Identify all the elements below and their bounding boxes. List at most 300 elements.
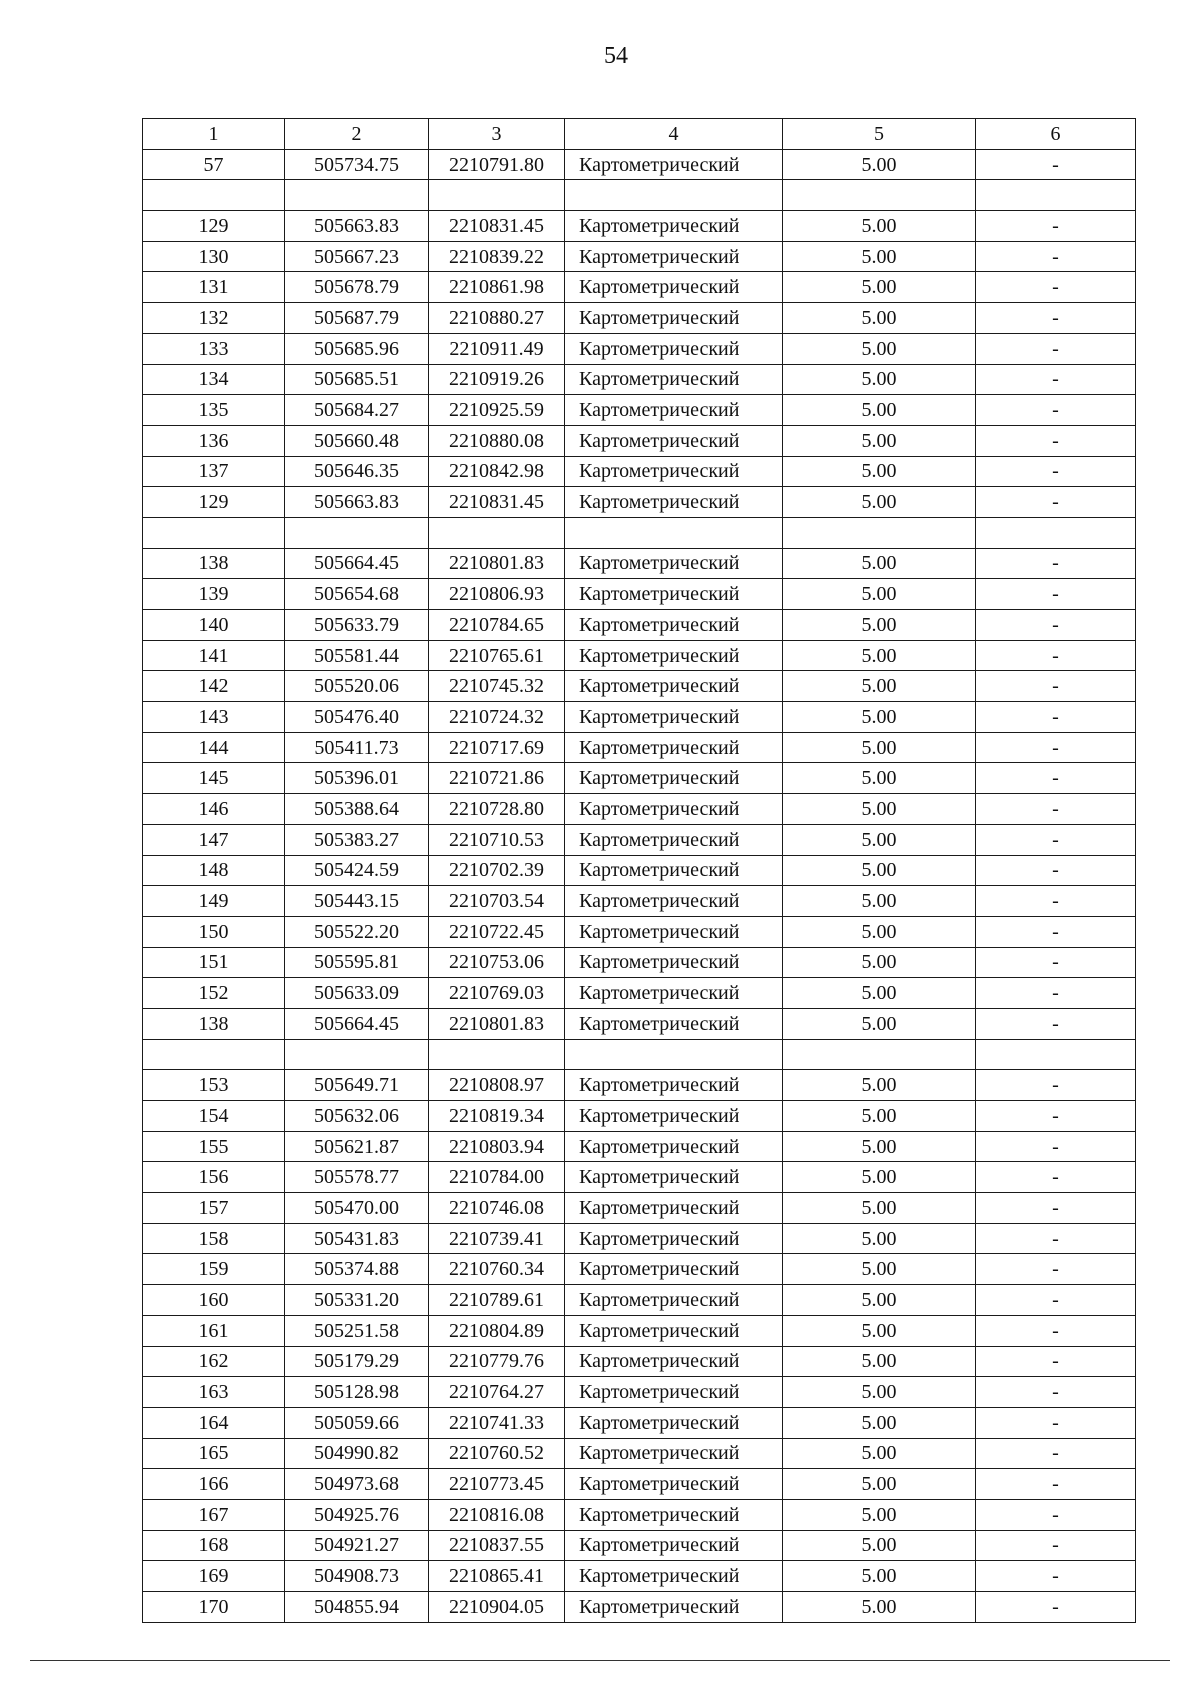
description-cell: -: [976, 763, 1136, 794]
table-body: [143, 149, 1136, 1622]
table-row: [143, 1407, 1136, 1438]
table-row: [143, 1377, 1136, 1408]
point-number-cell: 166: [143, 1469, 285, 1500]
x-coordinate-cell: 504921.27: [285, 1530, 429, 1561]
point-number-cell: 132: [143, 303, 285, 334]
table-row: [143, 978, 1136, 1009]
point-number-cell: 143: [143, 702, 285, 733]
accuracy-cell: 5.00: [783, 1315, 976, 1346]
y-coordinate-cell: 2210803.94: [429, 1131, 565, 1162]
table-row: [143, 1101, 1136, 1132]
description-cell: -: [976, 425, 1136, 456]
x-coordinate-cell: 505595.81: [285, 947, 429, 978]
column-header: 2: [285, 119, 429, 150]
table-row: [143, 1070, 1136, 1101]
accuracy-cell: 5.00: [783, 364, 976, 395]
method-cell: Картометрический: [565, 241, 783, 272]
table-row: [143, 763, 1136, 794]
description-cell: -: [976, 241, 1136, 272]
y-coordinate-cell: 2210710.53: [429, 824, 565, 855]
point-number-cell: 169: [143, 1561, 285, 1592]
point-number-cell: 148: [143, 855, 285, 886]
description-cell: [976, 517, 1136, 548]
accuracy-cell: 5.00: [783, 303, 976, 334]
point-number-cell: 152: [143, 978, 285, 1009]
table-header: [143, 119, 1136, 150]
description-cell: -: [976, 579, 1136, 610]
x-coordinate-cell: 505654.68: [285, 579, 429, 610]
point-number-cell: 57: [143, 149, 285, 180]
x-coordinate-cell: 505383.27: [285, 824, 429, 855]
accuracy-cell: 5.00: [783, 395, 976, 426]
method-cell: Картометрический: [565, 1193, 783, 1224]
x-coordinate-cell: 505059.66: [285, 1407, 429, 1438]
y-coordinate-cell: 2210764.27: [429, 1377, 565, 1408]
method-cell: Картометрический: [565, 364, 783, 395]
method-cell: Картометрический: [565, 1592, 783, 1623]
y-coordinate-cell: 2210745.32: [429, 671, 565, 702]
method-cell: Картометрический: [565, 794, 783, 825]
description-cell: -: [976, 1223, 1136, 1254]
table-row: [143, 1223, 1136, 1254]
x-coordinate-cell: 505424.59: [285, 855, 429, 886]
accuracy-cell: 5.00: [783, 548, 976, 579]
table-row: [143, 671, 1136, 702]
x-coordinate-cell: 505649.71: [285, 1070, 429, 1101]
y-coordinate-cell: 2210717.69: [429, 732, 565, 763]
point-number-cell: 147: [143, 824, 285, 855]
x-coordinate-cell: 505663.83: [285, 487, 429, 518]
y-coordinate-cell: 2210839.22: [429, 241, 565, 272]
column-header: 3: [429, 119, 565, 150]
table-row: [143, 1469, 1136, 1500]
accuracy-cell: [783, 517, 976, 548]
point-number-cell: 165: [143, 1438, 285, 1469]
point-number-cell: [143, 180, 285, 211]
y-coordinate-cell: 2210806.93: [429, 579, 565, 610]
method-cell: Картометрический: [565, 640, 783, 671]
method-cell: [565, 1039, 783, 1070]
table-row: [143, 1592, 1136, 1623]
accuracy-cell: 5.00: [783, 579, 976, 610]
description-cell: -: [976, 1530, 1136, 1561]
x-coordinate-cell: 505687.79: [285, 303, 429, 334]
table-row: [143, 1193, 1136, 1224]
method-cell: Картометрический: [565, 333, 783, 364]
column-header: 1: [143, 119, 285, 150]
point-number-cell: 138: [143, 548, 285, 579]
accuracy-cell: 5.00: [783, 1162, 976, 1193]
accuracy-cell: 5.00: [783, 1561, 976, 1592]
point-number-cell: 136: [143, 425, 285, 456]
x-coordinate-cell: 505660.48: [285, 425, 429, 456]
x-coordinate-cell: [285, 517, 429, 548]
x-coordinate-cell: 505664.45: [285, 1008, 429, 1039]
table-row: [143, 1438, 1136, 1469]
separator-row: [143, 517, 1136, 548]
description-cell: -: [976, 1592, 1136, 1623]
x-coordinate-cell: 505684.27: [285, 395, 429, 426]
description-cell: -: [976, 855, 1136, 886]
accuracy-cell: [783, 1039, 976, 1070]
table-row: [143, 1561, 1136, 1592]
method-cell: Картометрический: [565, 1377, 783, 1408]
method-cell: Картометрический: [565, 1070, 783, 1101]
y-coordinate-cell: 2210741.33: [429, 1407, 565, 1438]
point-number-cell: 155: [143, 1131, 285, 1162]
table-row: [143, 916, 1136, 947]
method-cell: Картометрический: [565, 149, 783, 180]
point-number-cell: 145: [143, 763, 285, 794]
y-coordinate-cell: 2210769.03: [429, 978, 565, 1009]
x-coordinate-cell: 505179.29: [285, 1346, 429, 1377]
accuracy-cell: 5.00: [783, 640, 976, 671]
table-row: [143, 395, 1136, 426]
accuracy-cell: 5.00: [783, 1438, 976, 1469]
point-number-cell: 163: [143, 1377, 285, 1408]
point-number-cell: [143, 1039, 285, 1070]
table-row: [143, 947, 1136, 978]
x-coordinate-cell: 505633.09: [285, 978, 429, 1009]
method-cell: Картометрический: [565, 425, 783, 456]
accuracy-cell: 5.00: [783, 763, 976, 794]
method-cell: Картометрический: [565, 671, 783, 702]
method-cell: Картометрический: [565, 456, 783, 487]
table-row: [143, 1131, 1136, 1162]
x-coordinate-cell: 505520.06: [285, 671, 429, 702]
method-cell: Картометрический: [565, 916, 783, 947]
x-coordinate-cell: 505664.45: [285, 548, 429, 579]
description-cell: -: [976, 1499, 1136, 1530]
point-number-cell: 140: [143, 610, 285, 641]
point-number-cell: 146: [143, 794, 285, 825]
table-row: [143, 886, 1136, 917]
description-cell: -: [976, 1008, 1136, 1039]
method-cell: Картометрический: [565, 702, 783, 733]
x-coordinate-cell: 505251.58: [285, 1315, 429, 1346]
method-cell: Картометрический: [565, 1346, 783, 1377]
table-row: [143, 364, 1136, 395]
method-cell: Картометрический: [565, 610, 783, 641]
method-cell: [565, 517, 783, 548]
x-coordinate-cell: 504855.94: [285, 1592, 429, 1623]
x-coordinate-cell: 505734.75: [285, 149, 429, 180]
accuracy-cell: 5.00: [783, 487, 976, 518]
column-header: 4: [565, 119, 783, 150]
accuracy-cell: 5.00: [783, 916, 976, 947]
point-number-cell: [143, 517, 285, 548]
y-coordinate-cell: 2210722.45: [429, 916, 565, 947]
y-coordinate-cell: 2210919.26: [429, 364, 565, 395]
method-cell: Картометрический: [565, 272, 783, 303]
accuracy-cell: 5.00: [783, 1008, 976, 1039]
table-row: [143, 579, 1136, 610]
x-coordinate-cell: 504925.76: [285, 1499, 429, 1530]
footer-divider: [30, 1660, 1170, 1661]
description-cell: -: [976, 794, 1136, 825]
description-cell: -: [976, 149, 1136, 180]
description-cell: -: [976, 303, 1136, 334]
method-cell: Картометрический: [565, 1561, 783, 1592]
description-cell: -: [976, 732, 1136, 763]
point-number-cell: 129: [143, 487, 285, 518]
point-number-cell: 170: [143, 1592, 285, 1623]
x-coordinate-cell: 505633.79: [285, 610, 429, 641]
x-coordinate-cell: 505685.51: [285, 364, 429, 395]
table-row: [143, 855, 1136, 886]
coordinates-table: [142, 118, 1136, 1623]
y-coordinate-cell: 2210819.34: [429, 1101, 565, 1132]
y-coordinate-cell: 2210801.83: [429, 1008, 565, 1039]
description-cell: [976, 1039, 1136, 1070]
y-coordinate-cell: 2210911.49: [429, 333, 565, 364]
x-coordinate-cell: 504973.68: [285, 1469, 429, 1500]
x-coordinate-cell: 505522.20: [285, 916, 429, 947]
x-coordinate-cell: 504908.73: [285, 1561, 429, 1592]
accuracy-cell: 5.00: [783, 241, 976, 272]
accuracy-cell: 5.00: [783, 1223, 976, 1254]
point-number-cell: 158: [143, 1223, 285, 1254]
y-coordinate-cell: 2210753.06: [429, 947, 565, 978]
x-coordinate-cell: 505128.98: [285, 1377, 429, 1408]
accuracy-cell: 5.00: [783, 1592, 976, 1623]
point-number-cell: 157: [143, 1193, 285, 1224]
method-cell: Картометрический: [565, 1131, 783, 1162]
description-cell: -: [976, 1101, 1136, 1132]
table-row: [143, 333, 1136, 364]
table-row: [143, 456, 1136, 487]
accuracy-cell: 5.00: [783, 794, 976, 825]
method-cell: Картометрический: [565, 1223, 783, 1254]
description-cell: -: [976, 1193, 1136, 1224]
method-cell: Картометрический: [565, 1407, 783, 1438]
table-row: [143, 272, 1136, 303]
method-cell: Картометрический: [565, 978, 783, 1009]
point-number-cell: 144: [143, 732, 285, 763]
table-row: [143, 824, 1136, 855]
description-cell: -: [976, 1131, 1136, 1162]
point-number-cell: 134: [143, 364, 285, 395]
method-cell: Картометрический: [565, 395, 783, 426]
point-number-cell: 162: [143, 1346, 285, 1377]
table-row: [143, 487, 1136, 518]
x-coordinate-cell: 505470.00: [285, 1193, 429, 1224]
y-coordinate-cell: 2210861.98: [429, 272, 565, 303]
accuracy-cell: 5.00: [783, 211, 976, 242]
separator-row: [143, 1039, 1136, 1070]
method-cell: Картометрический: [565, 1254, 783, 1285]
y-coordinate-cell: 2210784.65: [429, 610, 565, 641]
y-coordinate-cell: 2210760.34: [429, 1254, 565, 1285]
point-number-cell: 131: [143, 272, 285, 303]
x-coordinate-cell: 505581.44: [285, 640, 429, 671]
description-cell: -: [976, 610, 1136, 641]
column-header: 6: [976, 119, 1136, 150]
method-cell: Картометрический: [565, 1530, 783, 1561]
y-coordinate-cell: 2210728.80: [429, 794, 565, 825]
table-row: [143, 1162, 1136, 1193]
description-cell: -: [976, 487, 1136, 518]
x-coordinate-cell: 505431.83: [285, 1223, 429, 1254]
description-cell: -: [976, 395, 1136, 426]
y-coordinate-cell: 2210831.45: [429, 487, 565, 518]
point-number-cell: 156: [143, 1162, 285, 1193]
x-coordinate-cell: 504990.82: [285, 1438, 429, 1469]
description-cell: -: [976, 456, 1136, 487]
method-cell: Картометрический: [565, 1162, 783, 1193]
description-cell: -: [976, 1438, 1136, 1469]
description-cell: -: [976, 1407, 1136, 1438]
y-coordinate-cell: 2210702.39: [429, 855, 565, 886]
x-coordinate-cell: 505443.15: [285, 886, 429, 917]
point-number-cell: 141: [143, 640, 285, 671]
table-row: [143, 794, 1136, 825]
point-number-cell: 159: [143, 1254, 285, 1285]
description-cell: [976, 180, 1136, 211]
point-number-cell: 137: [143, 456, 285, 487]
x-coordinate-cell: 505632.06: [285, 1101, 429, 1132]
table-row: [143, 149, 1136, 180]
point-number-cell: 168: [143, 1530, 285, 1561]
accuracy-cell: 5.00: [783, 1254, 976, 1285]
accuracy-cell: 5.00: [783, 824, 976, 855]
header-row: [143, 119, 1136, 150]
accuracy-cell: 5.00: [783, 333, 976, 364]
table-row: [143, 610, 1136, 641]
accuracy-cell: 5.00: [783, 886, 976, 917]
y-coordinate-cell: 2210746.08: [429, 1193, 565, 1224]
accuracy-cell: 5.00: [783, 1469, 976, 1500]
y-coordinate-cell: [429, 180, 565, 211]
y-coordinate-cell: [429, 1039, 565, 1070]
x-coordinate-cell: 505578.77: [285, 1162, 429, 1193]
table-row: [143, 303, 1136, 334]
x-coordinate-cell: 505663.83: [285, 211, 429, 242]
y-coordinate-cell: 2210837.55: [429, 1530, 565, 1561]
description-cell: -: [976, 1315, 1136, 1346]
accuracy-cell: 5.00: [783, 1193, 976, 1224]
description-cell: -: [976, 824, 1136, 855]
description-cell: -: [976, 548, 1136, 579]
table-row: [143, 1315, 1136, 1346]
point-number-cell: 135: [143, 395, 285, 426]
description-cell: -: [976, 671, 1136, 702]
point-number-cell: 151: [143, 947, 285, 978]
accuracy-cell: 5.00: [783, 1070, 976, 1101]
x-coordinate-cell: 505331.20: [285, 1285, 429, 1316]
accuracy-cell: 5.00: [783, 947, 976, 978]
accuracy-cell: 5.00: [783, 610, 976, 641]
accuracy-cell: 5.00: [783, 1131, 976, 1162]
method-cell: Картометрический: [565, 855, 783, 886]
y-coordinate-cell: 2210925.59: [429, 395, 565, 426]
description-cell: -: [976, 1285, 1136, 1316]
description-cell: -: [976, 1346, 1136, 1377]
method-cell: Картометрический: [565, 886, 783, 917]
accuracy-cell: 5.00: [783, 1499, 976, 1530]
method-cell: Картометрический: [565, 1438, 783, 1469]
description-cell: -: [976, 1162, 1136, 1193]
table-row: [143, 1530, 1136, 1561]
table-row: [143, 702, 1136, 733]
table-row: [143, 1346, 1136, 1377]
method-cell: Картометрический: [565, 763, 783, 794]
x-coordinate-cell: 505388.64: [285, 794, 429, 825]
y-coordinate-cell: 2210801.83: [429, 548, 565, 579]
x-coordinate-cell: 505685.96: [285, 333, 429, 364]
y-coordinate-cell: [429, 517, 565, 548]
description-cell: -: [976, 640, 1136, 671]
description-cell: -: [976, 886, 1136, 917]
accuracy-cell: 5.00: [783, 1101, 976, 1132]
point-number-cell: 149: [143, 886, 285, 917]
table-row: [143, 1254, 1136, 1285]
accuracy-cell: 5.00: [783, 1530, 976, 1561]
y-coordinate-cell: 2210721.86: [429, 763, 565, 794]
y-coordinate-cell: 2210791.80: [429, 149, 565, 180]
point-number-cell: 167: [143, 1499, 285, 1530]
accuracy-cell: 5.00: [783, 732, 976, 763]
description-cell: -: [976, 364, 1136, 395]
point-number-cell: 133: [143, 333, 285, 364]
accuracy-cell: 5.00: [783, 1346, 976, 1377]
method-cell: Картометрический: [565, 211, 783, 242]
y-coordinate-cell: 2210724.32: [429, 702, 565, 733]
y-coordinate-cell: 2210760.52: [429, 1438, 565, 1469]
separator-row: [143, 180, 1136, 211]
table-row: [143, 1008, 1136, 1039]
y-coordinate-cell: 2210739.41: [429, 1223, 565, 1254]
x-coordinate-cell: [285, 1039, 429, 1070]
description-cell: -: [976, 702, 1136, 733]
point-number-cell: 153: [143, 1070, 285, 1101]
y-coordinate-cell: 2210703.54: [429, 886, 565, 917]
method-cell: Картометрический: [565, 947, 783, 978]
x-coordinate-cell: 505678.79: [285, 272, 429, 303]
accuracy-cell: 5.00: [783, 425, 976, 456]
table-row: [143, 1499, 1136, 1530]
x-coordinate-cell: 505476.40: [285, 702, 429, 733]
table-row: [143, 732, 1136, 763]
description-cell: -: [976, 947, 1136, 978]
x-coordinate-cell: 505374.88: [285, 1254, 429, 1285]
point-number-cell: 130: [143, 241, 285, 272]
accuracy-cell: 5.00: [783, 978, 976, 1009]
method-cell: Картометрический: [565, 1285, 783, 1316]
y-coordinate-cell: 2210789.61: [429, 1285, 565, 1316]
table-row: [143, 1285, 1136, 1316]
method-cell: Картометрический: [565, 1499, 783, 1530]
accuracy-cell: 5.00: [783, 702, 976, 733]
description-cell: -: [976, 916, 1136, 947]
x-coordinate-cell: [285, 180, 429, 211]
y-coordinate-cell: 2210831.45: [429, 211, 565, 242]
description-cell: -: [976, 1070, 1136, 1101]
method-cell: Картометрический: [565, 548, 783, 579]
table-row: [143, 640, 1136, 671]
accuracy-cell: 5.00: [783, 1285, 976, 1316]
table-row: [143, 241, 1136, 272]
x-coordinate-cell: 505646.35: [285, 456, 429, 487]
accuracy-cell: 5.00: [783, 671, 976, 702]
method-cell: Картометрический: [565, 824, 783, 855]
y-coordinate-cell: 2210865.41: [429, 1561, 565, 1592]
y-coordinate-cell: 2210904.05: [429, 1592, 565, 1623]
y-coordinate-cell: 2210880.08: [429, 425, 565, 456]
y-coordinate-cell: 2210779.76: [429, 1346, 565, 1377]
point-number-cell: 139: [143, 579, 285, 610]
table-row: [143, 548, 1136, 579]
